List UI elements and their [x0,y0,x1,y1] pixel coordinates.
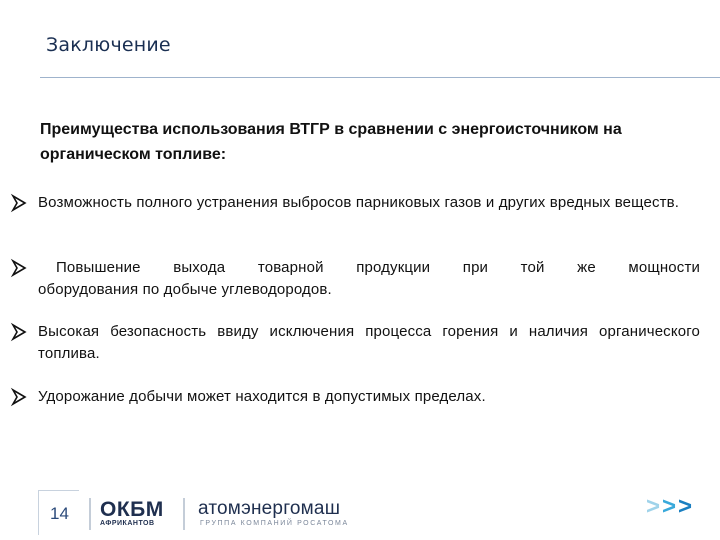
atomenergomash-logo-sub: ГРУППА КОМПАНИЙ РОСАТОМА [200,520,349,527]
arrowhead-bullet-icon [10,321,32,343]
okbm-logo [100,498,176,530]
bullet-text: Высокая безопасность ввиду исключения процесса горения и наличия органического топлива. [38,323,700,362]
footer [0,490,720,540]
atomenergomash-logo-main: атомэнергомаш [198,498,341,519]
footer-separator [89,498,91,530]
page-number: 14 [50,504,69,523]
arrowhead-bullet-icon [10,386,32,408]
bullet-text: Возможность полного устранения выбросов парниковых газов и других вредных веществ. [38,194,680,211]
next-arrow-icon: > [662,493,679,520]
bullet-text-line: оборудования по добыче углеводородов. [38,281,332,298]
title-divider [40,77,720,78]
intro-text: Преимущества использования ВТГР в сравнении с энергоисточником на органическом топливе: [40,121,622,163]
atomenergomash-logo [198,498,358,530]
arrowhead-bullet-icon [10,192,32,214]
bullet-text-block [38,257,700,301]
okbm-logo-sub: АФРИКАНТОВ [100,520,155,527]
next-slide-arrows[interactable] [646,493,694,521]
okbm-logo-main: ОКБМ [100,498,164,521]
slide-title: Заключение [46,34,171,56]
footer-separator [183,498,185,530]
next-arrow-icon: > [646,493,663,520]
bullet-text-line: Повышение выхода товарной продукции при той же мощности [56,259,700,276]
next-arrow-icon: > [678,493,695,520]
arrowhead-bullet-icon [10,257,32,279]
bullet-text: Удорожание добычи может находится в допустимых пределах. [38,388,486,405]
